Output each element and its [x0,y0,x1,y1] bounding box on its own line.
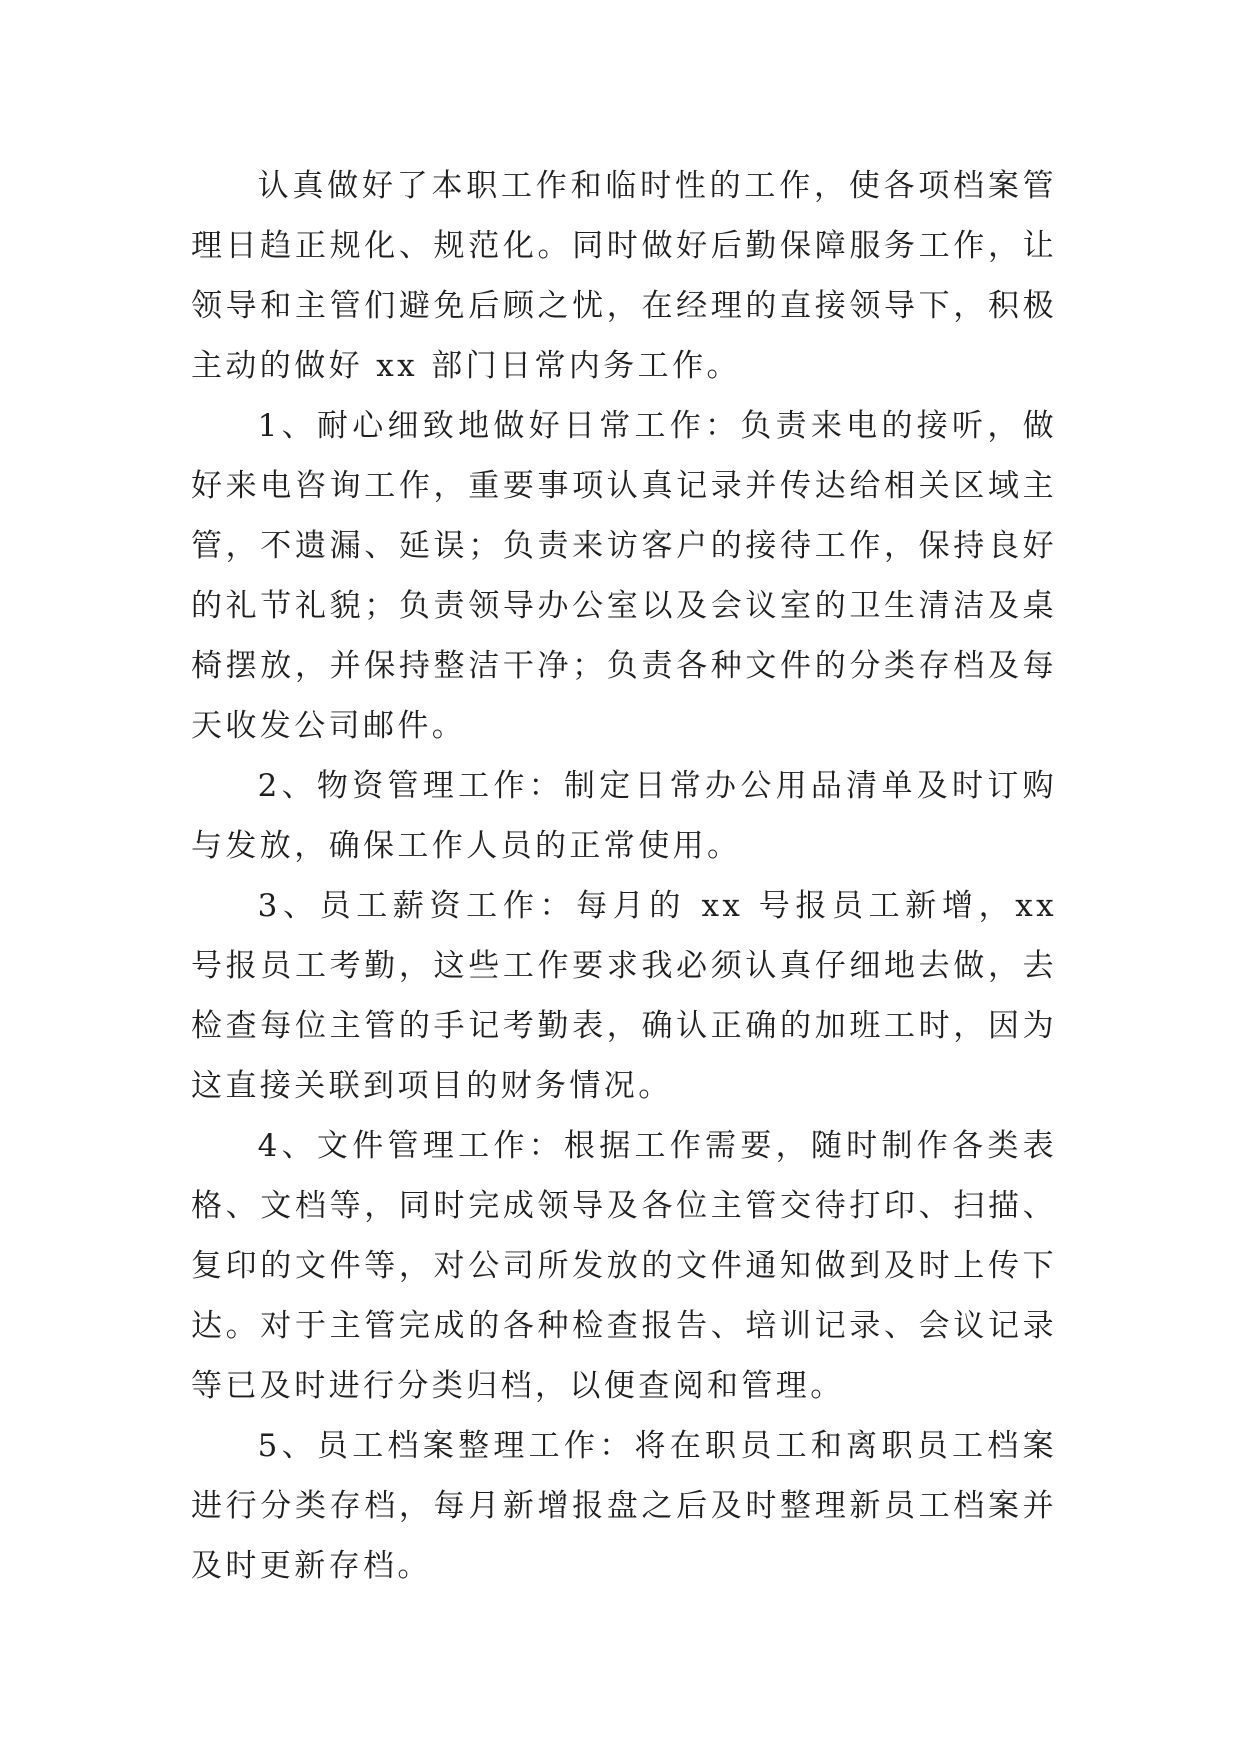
paragraph-item-3: 3、员工薪资工作：每月的 xx 号报员工新增，xx 号报员工考勤，这些工作要求我必须认真仔细地去做，去检查每位主管的手记考勤表，确认正确的加班工时，因为这直接关联到项目的财务情况。 [191,888,1057,1104]
paragraph-item-4: 4、文件管理工作：根据工作需要，随时制作各类表格、文档等，同时完成领导及各位主管交待打印、扫描、复印的文件等，对公司所发放的文件通知做到及时上传下达。对于主管完成的各种检查报告、培训记录、会议记录等已及时进行分类归档，以便查阅和管理。 [191,1128,1057,1404]
document-body [191,156,1057,1596]
paragraph-item-5: 5、员工档案整理工作：将在职员工和离职员工档案进行分类存档，每月新增报盘之后及时整理新员工档案并及时更新存档。 [191,1428,1057,1584]
paragraph-item-1: 1、耐心细致地做好日常工作：负责来电的接听，做好来电咨询工作，重要事项认真记录并传达给相关区域主管，不遗漏、延误；负责来访客户的接待工作，保持良好的礼节礼貌；负责领导办公室以及会议室的卫生清洁及桌椅摆放，并保持整洁干净；负责各种文件的分类存档及每天收发公司邮件。 [191,408,1057,744]
paragraph-intro: 认真做好了本职工作和临时性的工作，使各项档案管理日趋正规化、规范化。同时做好后勤保障服务工作，让领导和主管们避免后顾之忧，在经理的直接领导下，积极主动的做好 xx 部门日常内务工作。 [191,168,1057,384]
paragraph-item-2: 2、物资管理工作：制定日常办公用品清单及时订购与发放，确保工作人员的正常使用。 [191,768,1057,864]
